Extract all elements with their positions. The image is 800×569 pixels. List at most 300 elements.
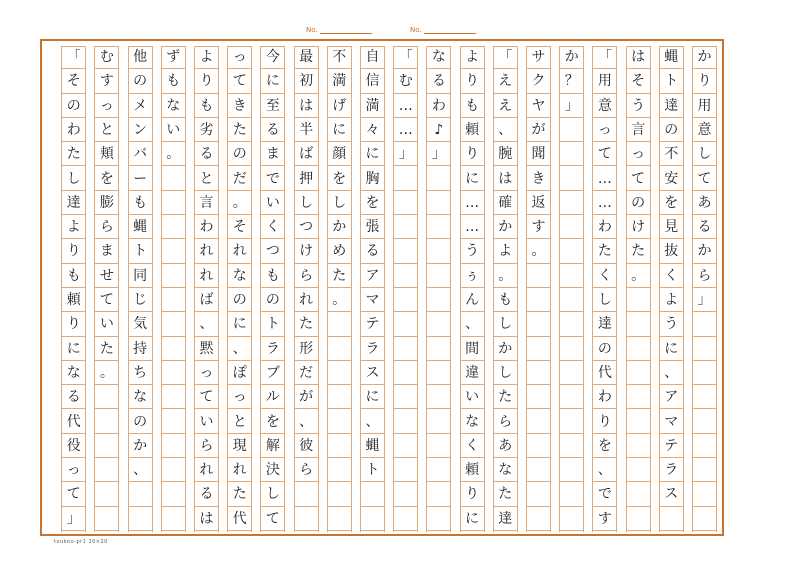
grid-cell [426, 168, 451, 191]
manuscript-char: 」 [66, 510, 81, 527]
manuscript-char: 満 [332, 73, 347, 90]
manuscript-char: を [265, 413, 280, 430]
manuscript-char: … [465, 194, 480, 211]
header-no-1 [306, 26, 372, 34]
grid-cell [426, 338, 451, 361]
manuscript-char: う [631, 97, 646, 114]
manuscript-char: … [597, 170, 612, 187]
grid-cell [426, 411, 451, 434]
manuscript-column [526, 46, 551, 532]
manuscript-char: つ [299, 219, 314, 236]
manuscript-char: バ [133, 146, 148, 163]
manuscript-char: る [265, 121, 280, 138]
grid-cell [161, 265, 186, 288]
grid-cell [161, 411, 186, 434]
grid-cell [559, 411, 584, 434]
manuscript-char: に [465, 510, 480, 527]
manuscript-char: は [199, 510, 214, 527]
manuscript-char: を [664, 194, 679, 211]
manuscript-char: い [166, 121, 181, 138]
manuscript-char: ま [265, 146, 280, 163]
manuscript-char: 、 [299, 413, 314, 430]
manuscript-char: … [398, 97, 413, 114]
manuscript-char: も [265, 267, 280, 284]
manuscript-char: わ [597, 219, 612, 236]
manuscript-char: 役 [66, 437, 81, 454]
manuscript-char: ら [697, 267, 712, 284]
manuscript-char: ラ [365, 340, 380, 357]
grid-cell [128, 508, 153, 531]
grid-cell [559, 362, 584, 385]
grid-cell [360, 483, 385, 506]
manuscript-char: っ [232, 389, 247, 406]
grid-cell [393, 435, 418, 458]
grid-cell [659, 508, 684, 531]
grid-cell [559, 338, 584, 361]
grid-cell [559, 216, 584, 239]
manuscript-char: ス [365, 364, 380, 381]
manuscript-char: が [299, 389, 314, 406]
manuscript-char: そ [631, 73, 646, 90]
manuscript-char: 初 [299, 73, 314, 90]
manuscript-char: か [498, 219, 513, 236]
manuscript-char: た [232, 121, 247, 138]
grid-cell [393, 313, 418, 336]
grid-cell [559, 313, 584, 336]
manuscript-char: ず [166, 49, 181, 65]
manuscript-char: そ [232, 219, 247, 236]
manuscript-char: 現 [232, 437, 247, 454]
manuscript-char: て [66, 486, 81, 503]
manuscript-char: っ [66, 462, 81, 479]
manuscript-char: っ [99, 97, 114, 114]
manuscript-char: う [465, 243, 480, 260]
manuscript-column [493, 46, 518, 532]
manuscript-char: 不 [332, 49, 347, 65]
manuscript-char: 他 [133, 49, 148, 65]
grid-cell [327, 362, 352, 385]
manuscript-char: 々 [365, 121, 380, 138]
grid-cell [692, 313, 717, 336]
grid-cell [692, 459, 717, 482]
grid-cell [692, 483, 717, 506]
manuscript-char: テ [365, 316, 380, 333]
manuscript-char: 。 [498, 267, 513, 284]
grid-cell [393, 265, 418, 288]
manuscript-char: ス [664, 486, 679, 503]
manuscript-char: し [299, 194, 314, 211]
manuscript-char: 今 [265, 49, 280, 65]
grid-cell [426, 192, 451, 215]
grid-cell [327, 338, 352, 361]
manuscript-column [128, 46, 153, 532]
manuscript-char: と [232, 413, 247, 430]
manuscript-char: を [597, 437, 612, 454]
grid-cell [626, 289, 651, 312]
manuscript-char: 言 [631, 121, 646, 138]
manuscript-char: い [199, 413, 214, 430]
manuscript-column [393, 46, 418, 532]
grid-cell [161, 386, 186, 409]
manuscript-char: き [232, 97, 247, 114]
grid-cell [393, 240, 418, 263]
manuscript-char: れ [232, 462, 247, 479]
manuscript-char: の [66, 97, 81, 114]
manuscript-column [692, 46, 717, 532]
grid-cell [294, 483, 319, 506]
manuscript-char: な [66, 364, 81, 381]
manuscript-char: え [498, 97, 513, 114]
manuscript-char: た [332, 267, 347, 284]
manuscript-char: の [664, 121, 679, 138]
manuscript-char: ル [265, 389, 280, 406]
manuscript-char: 、 [597, 462, 612, 479]
manuscript-char: ら [299, 267, 314, 284]
manuscript-char: 彼 [299, 437, 314, 454]
manuscript-char: た [232, 486, 247, 503]
manuscript-char: む [99, 49, 114, 65]
manuscript-char: 、 [232, 340, 247, 357]
manuscript-char: マ [664, 413, 679, 430]
manuscript-char: す [99, 73, 114, 90]
manuscript-char: ア [365, 267, 380, 284]
manuscript-char: 満 [365, 97, 380, 114]
grid-cell [626, 459, 651, 482]
manuscript-char: り [697, 73, 712, 90]
grid-cell [426, 435, 451, 458]
manuscript-char: れ [199, 243, 214, 260]
manuscript-char: 、 [199, 316, 214, 333]
grid-cell [526, 313, 551, 336]
manuscript-char: た [498, 389, 513, 406]
grid-cell [559, 483, 584, 506]
grid-cell [161, 289, 186, 312]
grid-cell [161, 192, 186, 215]
manuscript-char: 最 [299, 49, 314, 65]
manuscript-char: ラ [664, 462, 679, 479]
grid-cell [94, 483, 119, 506]
manuscript-char: え [498, 73, 513, 90]
grid-cell [161, 338, 186, 361]
manuscript-char: か [133, 437, 148, 454]
manuscript-char: の [597, 340, 612, 357]
manuscript-char: 。 [332, 292, 347, 308]
grid-cell [327, 386, 352, 409]
grid-cell [559, 459, 584, 482]
manuscript-char: れ [199, 462, 214, 479]
manuscript-char: サ [531, 49, 546, 65]
manuscript-char: 胸 [365, 170, 380, 187]
grid-cell [327, 435, 352, 458]
manuscript-char: よ [498, 243, 513, 260]
manuscript-char: よ [66, 219, 81, 236]
grid-cell [327, 483, 352, 506]
manuscript-char: く [265, 219, 280, 236]
manuscript-char: し [697, 146, 712, 163]
manuscript-char: よ [465, 49, 480, 65]
grid-cell [626, 386, 651, 409]
grid-cell [327, 313, 352, 336]
manuscript-sheet [40, 39, 724, 536]
manuscript-char: わ [66, 121, 81, 138]
manuscript-char: な [232, 267, 247, 284]
manuscript-char: 抜 [664, 243, 679, 260]
manuscript-char: あ [697, 194, 712, 211]
manuscript-char: 「 [597, 49, 612, 65]
grid-cell [426, 362, 451, 385]
manuscript-char: っ [199, 364, 214, 381]
manuscript-char: 、 [133, 462, 148, 479]
manuscript-char: 蝿 [664, 49, 679, 65]
manuscript-char: ら [199, 437, 214, 454]
manuscript-char: て [232, 73, 247, 90]
manuscript-char: た [99, 340, 114, 357]
manuscript-char: れ [299, 292, 314, 308]
manuscript-char: し [597, 292, 612, 308]
manuscript-char: り [465, 73, 480, 90]
grid-cell [526, 386, 551, 409]
manuscript-char: に [332, 121, 347, 138]
manuscript-char: か [332, 219, 347, 236]
manuscript-char: 蝿 [133, 219, 148, 236]
manuscript-char: ト [133, 243, 148, 260]
grid-cell [128, 483, 153, 506]
manuscript-char: の [232, 292, 247, 308]
manuscript-char: と [99, 121, 114, 138]
grid-cell [626, 313, 651, 336]
grid-cell [626, 362, 651, 385]
manuscript-char: て [99, 292, 114, 308]
grid-cell [94, 435, 119, 458]
manuscript-char: 、 [498, 121, 513, 138]
grid-cell [626, 435, 651, 458]
manuscript-char: て [697, 170, 712, 187]
manuscript-char: に [66, 340, 81, 357]
manuscript-char: 言 [199, 194, 214, 211]
grid-cell [626, 411, 651, 434]
manuscript-char: の [265, 292, 280, 308]
manuscript-char: ト [265, 316, 280, 333]
manuscript-char: 意 [697, 121, 712, 138]
manuscript-char: も [465, 97, 480, 114]
grid-cell [360, 508, 385, 531]
manuscript-char: ら [299, 462, 314, 479]
manuscript-char: 代 [232, 510, 247, 527]
manuscript-char: も [199, 97, 214, 114]
manuscript-char: せ [99, 267, 114, 284]
manuscript-char: の [631, 194, 646, 211]
grid-cell [526, 508, 551, 531]
manuscript-char: ク [531, 73, 546, 90]
manuscript-char: 意 [597, 97, 612, 114]
grid-cell [559, 508, 584, 531]
manuscript-char: っ [631, 146, 646, 163]
manuscript-char: た [498, 486, 513, 503]
manuscript-char: い [465, 389, 480, 406]
grid-cell [426, 289, 451, 312]
grid-cell [526, 362, 551, 385]
manuscript-char: る [199, 146, 214, 163]
grid-cell [426, 265, 451, 288]
manuscript-char: て [199, 389, 214, 406]
manuscript-char: 達 [664, 97, 679, 114]
manuscript-column [61, 46, 86, 532]
grid-cell [161, 240, 186, 263]
manuscript-char: よ [199, 49, 214, 65]
manuscript-char: ぅ [465, 267, 480, 284]
manuscript-char: 膨 [99, 194, 114, 211]
grid-cell [327, 459, 352, 482]
grid-cell [692, 435, 717, 458]
manuscript-column [227, 46, 252, 532]
manuscript-char: り [465, 146, 480, 163]
grid-cell [426, 216, 451, 239]
manuscript-char: も [166, 73, 181, 90]
manuscript-char: っ [597, 121, 612, 138]
grid-cell [626, 508, 651, 531]
manuscript-char: ん [465, 292, 480, 308]
manuscript-char: ら [498, 413, 513, 430]
manuscript-char: ま [99, 243, 114, 260]
manuscript-char: で [597, 486, 612, 503]
grid-cell [161, 459, 186, 482]
manuscript-char: 用 [597, 73, 612, 90]
manuscript-char: ー [133, 170, 148, 187]
manuscript-char: じ [133, 292, 148, 308]
manuscript-char: 間 [465, 340, 480, 357]
manuscript-char: に [232, 316, 247, 333]
manuscript-char: … [465, 219, 480, 236]
manuscript-char: に [664, 340, 679, 357]
manuscript-char: う [664, 316, 679, 333]
manuscript-char: 半 [299, 121, 314, 138]
manuscript-char: わ [431, 97, 446, 114]
manuscript-char: ア [664, 389, 679, 406]
grid-cell [692, 508, 717, 531]
grid-cell [393, 386, 418, 409]
manuscript-char: な [166, 97, 181, 114]
grid-cell [526, 338, 551, 361]
manuscript-char: 安 [664, 170, 679, 187]
manuscript-char: し [265, 486, 280, 503]
grid-cell [559, 265, 584, 288]
manuscript-char: 腕 [498, 146, 513, 163]
manuscript-char: 不 [664, 146, 679, 163]
manuscript-char: 劣 [199, 121, 214, 138]
grid-cell [393, 168, 418, 191]
grid-cell [94, 508, 119, 531]
manuscript-char: を [99, 170, 114, 187]
manuscript-char: い [265, 194, 280, 211]
manuscript-char: 。 [531, 243, 546, 260]
manuscript-char: 決 [265, 462, 280, 479]
manuscript-char: だ [232, 170, 247, 187]
grid-cell [426, 459, 451, 482]
manuscript-char: 至 [265, 97, 280, 114]
manuscript-char: に [265, 73, 280, 90]
manuscript-char: の [232, 146, 247, 163]
grid-cell [692, 338, 717, 361]
manuscript-char: ト [365, 462, 380, 479]
manuscript-char: 顔 [332, 146, 347, 163]
manuscript-char: に [365, 389, 380, 406]
manuscript-char: ン [133, 121, 148, 138]
grid-cell [559, 192, 584, 215]
manuscript-column [460, 46, 485, 532]
manuscript-char: テ [664, 437, 679, 454]
manuscript-char: 、 [465, 316, 480, 333]
manuscript-char: し [332, 194, 347, 211]
manuscript-column [161, 46, 186, 532]
grid-cell [161, 435, 186, 458]
grid-cell [692, 411, 717, 434]
manuscript-char: あ [498, 437, 513, 454]
grid-cell [426, 483, 451, 506]
grid-cell [161, 508, 186, 531]
manuscript-char: て [631, 170, 646, 187]
grid-cell [161, 362, 186, 385]
manuscript-char: 同 [133, 267, 148, 284]
manuscript-char: か [697, 49, 712, 65]
manuscript-char: 代 [597, 364, 612, 381]
manuscript-char: 、 [365, 413, 380, 430]
manuscript-char: 自 [365, 49, 380, 65]
manuscript-char: は [498, 170, 513, 187]
manuscript-char: け [631, 219, 646, 236]
manuscript-char: な [133, 389, 148, 406]
manuscript-char: 返 [531, 194, 546, 211]
manuscript-char: 代 [66, 413, 81, 430]
grid-cell [559, 240, 584, 263]
grid-cell [526, 459, 551, 482]
grid-cell [327, 411, 352, 434]
manuscript-char: く [597, 267, 612, 284]
grid-cell [426, 386, 451, 409]
manuscript-char: わ [199, 219, 214, 236]
grid-cell [559, 143, 584, 166]
manuscript-char: か [697, 243, 712, 260]
grid-cell [94, 386, 119, 409]
manuscript-char: に [365, 146, 380, 163]
manuscript-char: を [332, 170, 347, 187]
manuscript-char: だ [299, 364, 314, 381]
grid-cell [161, 168, 186, 191]
header-no-line-2 [424, 27, 476, 34]
manuscript-char: は [299, 97, 314, 114]
manuscript-char: る [365, 243, 380, 260]
grid-cell [526, 411, 551, 434]
grid-cell [559, 386, 584, 409]
manuscript-char: わ [597, 389, 612, 406]
manuscript-char: 蝿 [365, 437, 380, 454]
header-no-2 [410, 26, 476, 34]
grid-cell [526, 483, 551, 506]
manuscript-char: ブ [265, 364, 280, 381]
manuscript-char: り [66, 316, 81, 333]
manuscript-char: る [697, 219, 712, 236]
manuscript-char: 頼 [66, 292, 81, 308]
grid-cell [559, 289, 584, 312]
manuscript-char: マ [365, 292, 380, 308]
manuscript-char: 見 [664, 219, 679, 236]
footer-code: toukou-pr1 20×20 [54, 539, 108, 545]
manuscript-char: メ [133, 97, 148, 114]
grid-cell [692, 386, 717, 409]
manuscript-char: れ [232, 243, 247, 260]
grid-cell [393, 459, 418, 482]
manuscript-char: 達 [597, 316, 612, 333]
manuscript-char: げ [332, 97, 347, 114]
